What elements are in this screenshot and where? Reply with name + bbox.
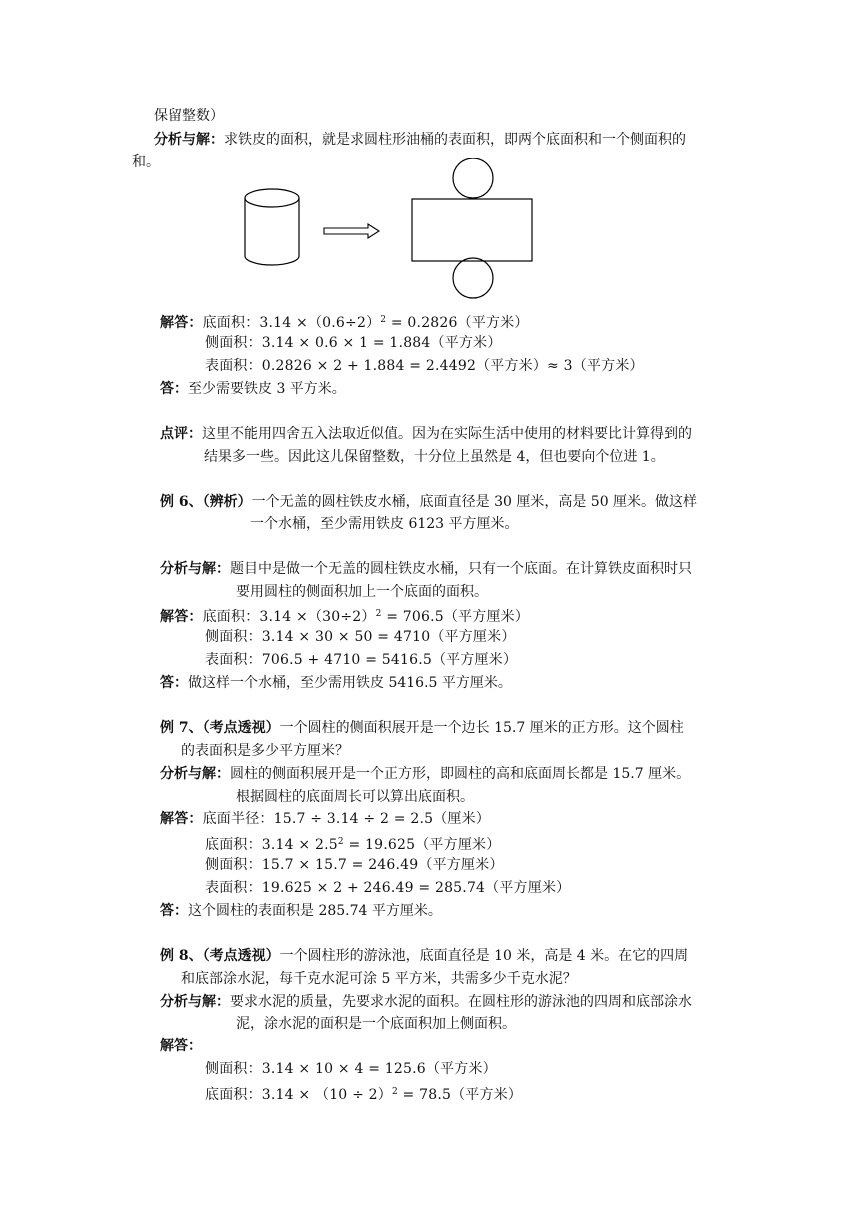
step-text: = 706.5（平方厘米）: [381, 609, 530, 625]
net-rectangle: [412, 199, 532, 261]
ex7-final: [160, 901, 442, 921]
comment-text: 这里不能用四舍五入法取近似值。因为在实际生活中使用的材料要比计算得到的: [202, 426, 692, 442]
analysis-text: 题目中是做一个无盖的圆柱铁皮水桶，只有一个底面。在计算铁皮面积时只: [230, 561, 692, 577]
ex5-step3: 表面积：0.2826 × 2 + 1.884 = 2.4492（平方米）≈ 3（平方米）: [205, 358, 644, 374]
ex5-comment-line2: 结果多一些。因此这儿保留整数，十分位上虽然是 4，但也要向个位进 1。: [204, 449, 665, 465]
ex7-analysis-line2: 根据圆柱的底面周长可以算出底面积。: [236, 789, 474, 805]
cylinder-shape: [245, 189, 299, 265]
ex7-question-line1: [160, 718, 684, 738]
final-label: 答：: [160, 903, 188, 919]
ex7-step2: [205, 832, 500, 855]
exponent: 2: [337, 837, 344, 847]
comment-label: 点评：: [160, 426, 202, 442]
step-text: 底面半径：15.7 ÷ 3.14 ÷ 2 = 2.5（厘米）: [202, 811, 491, 827]
ex6-step1: [160, 604, 529, 627]
example-label: 例 6、（辨析）: [160, 494, 252, 510]
ex6-step2: 侧面积：3.14 × 30 × 50 = 4710（平方厘米）: [205, 629, 516, 645]
final-label: 答：: [160, 381, 188, 397]
ex5-line1: 保留整数）: [154, 108, 224, 124]
ex7-step4: 表面积：19.625 × 2 + 246.49 = 285.74（平方厘米）: [205, 880, 571, 896]
step-text: = 78.5（平方米）: [397, 1087, 523, 1103]
question-text: 一个无盖的圆柱铁皮水桶，底面直径是 30 厘米，高是 50 厘米。做这样: [251, 494, 698, 510]
ex6-final: [160, 673, 512, 693]
step-text: 底面积：3.14 ×（0.6÷2）: [202, 315, 381, 331]
ex8-step2: [205, 1082, 522, 1105]
example-label: 例 7、（考点透视）: [160, 720, 280, 736]
final-text: 做这样一个水桶，至少需用铁皮 5416.5 平方厘米。: [188, 675, 512, 691]
ex5-step2: 侧面积：3.14 × 0.6 × 1 = 1.884（平方米）: [205, 335, 502, 351]
exponent: 2: [375, 609, 382, 619]
ex6-step3: 表面积：706.5 + 4710 = 5416.5（平方厘米）: [205, 652, 518, 668]
ex8-answer-label: 解答：: [160, 1038, 202, 1054]
question-text: 一个圆柱形的游泳池，底面直径是 10 米，高是 4 米。在它的四周: [279, 948, 689, 964]
ex5-analysis-line2: 和。: [132, 154, 160, 170]
ex8-analysis-line1: [160, 992, 692, 1012]
analysis-text: 圆柱的侧面积展开是一个正方形，即圆柱的高和底面周长都是 15.7 厘米。: [230, 766, 691, 782]
step-text: = 19.625（平方厘米）: [343, 837, 501, 853]
final-text: 至少需要铁皮 3 平方米。: [188, 381, 346, 397]
net-bottom-circle: [453, 258, 493, 298]
ex8-question-line2: 和底部涂水泥，每千克水泥可涂 5 平方米，共需多少千克水泥？: [181, 971, 577, 987]
step-text: = 0.2826（平方米）: [386, 315, 529, 331]
cylinder-net-figure: [238, 158, 538, 300]
net-top-circle: [453, 158, 493, 198]
ex5-comment-line1: [160, 424, 692, 444]
ex5-analysis-line1: [154, 130, 686, 150]
analysis-label: 分析与解：: [160, 766, 230, 782]
ex7-analysis-line1: [160, 764, 690, 784]
exponent: 2: [380, 315, 387, 325]
ex8-question-line1: [160, 946, 688, 966]
ex7-question-line2: 的表面积是多少平方厘米？: [181, 743, 349, 759]
ex5-final: [160, 379, 346, 399]
answer-label: 解答：: [160, 609, 203, 625]
step-text: 底面积：3.14 × 2.5: [205, 837, 338, 853]
ex8-analysis-line2: 泥，涂水泥的面积是一个底面积加上侧面积。: [236, 1016, 516, 1032]
question-text: 一个圆柱的侧面积展开是一个边长 15.7 厘米的正方形。这个圆柱: [279, 720, 684, 736]
ex7-step3: 侧面积：15.7 × 15.7 = 246.49（平方厘米）: [205, 857, 504, 873]
example-label: 例 8、（考点透视）: [160, 948, 280, 964]
ex5-step1: [160, 310, 529, 333]
final-label: 答：: [160, 675, 188, 691]
step-text: 底面积：3.14 × （10 ÷ 2）: [205, 1087, 392, 1103]
ex6-question-line1: [160, 492, 697, 512]
answer-label: 解答：: [160, 811, 203, 827]
exponent: 2: [391, 1087, 398, 1097]
analysis-label: 分析与解：: [160, 994, 230, 1010]
final-text: 这个圆柱的表面积是 285.74 平方厘米。: [188, 903, 442, 919]
ex7-step1: [160, 809, 490, 829]
step-text: 底面积：3.14 ×（30÷2）: [202, 609, 376, 625]
analysis-text: 要求水泥的质量，先要求水泥的面积。在圆柱形的游泳池的四周和底部涂水: [230, 994, 692, 1010]
analysis-text: 求铁皮的面积，就是求圆柱形油桶的表面积，即两个底面积和一个侧面积的: [224, 132, 686, 148]
analysis-label: 分析与解：: [160, 561, 230, 577]
answer-label: 解答：: [160, 315, 203, 331]
net-shape: [412, 158, 532, 298]
ex6-question-line2: 一个水桶，至少需用铁皮 6123 平方厘米。: [250, 516, 519, 532]
analysis-label: 分析与解：: [154, 132, 224, 148]
arrow-right-icon: [324, 224, 379, 238]
ex6-analysis-line2: 要用圆柱的侧面积加上一个底面的面积。: [236, 584, 488, 600]
ex6-analysis-line1: [160, 559, 692, 579]
ex8-step1: 侧面积：3.14 × 10 × 4 = 125.6（平方米）: [205, 1061, 497, 1077]
